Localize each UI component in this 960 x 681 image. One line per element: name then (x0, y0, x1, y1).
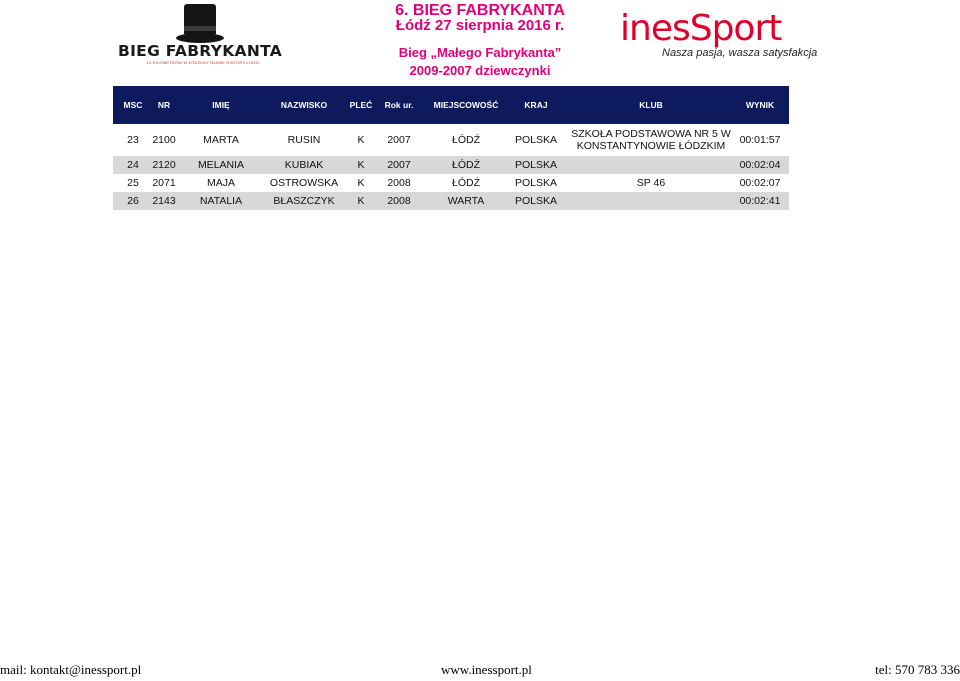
header-wynik: WYNIK (745, 100, 775, 110)
cell-nr: 2120 (152, 159, 176, 171)
cell-kraj: POLSKA (514, 177, 558, 189)
race-category: 2009-2007 dziewczynki (409, 63, 551, 78)
inessport-brand: inesSport (620, 8, 782, 49)
results-table (113, 86, 789, 210)
cell-miejscowosc: WARTA (447, 195, 485, 207)
cell-rok: 2007 (387, 134, 411, 146)
cell-wynik: 00:01:57 (739, 134, 781, 146)
cell-nazwisko: BŁASZCZYK (273, 195, 335, 207)
header-plec: PLEĆ (349, 100, 373, 110)
logo-title: BIEG FABRYKANTA (118, 42, 283, 60)
cell-nr: 2143 (152, 195, 176, 207)
cell-kraj: POLSKA (514, 134, 558, 146)
cell-nr: 2100 (152, 134, 176, 146)
cell-imie: MELANIA (197, 159, 245, 171)
cell-plec: K (357, 134, 365, 146)
cell-wynik: 00:02:07 (739, 177, 781, 189)
cell-miejscowosc: ŁÓDŹ (451, 134, 480, 146)
cell-rok: 2008 (387, 177, 411, 189)
cell-plec: K (357, 195, 365, 207)
cell-imie: NATALIA (199, 195, 243, 207)
table-row (113, 192, 789, 210)
bieg-fabrykanta-logo (118, 4, 283, 65)
header-nr: NR (157, 100, 171, 110)
footer-phone: tel: 570 783 336 (875, 662, 960, 677)
table-row (113, 124, 789, 156)
cell-imie: MAJA (206, 177, 235, 189)
cell-rok: 2008 (387, 195, 411, 207)
table-header (113, 86, 789, 124)
header-nazwisko: NAZWISKO (280, 100, 328, 110)
table-row (113, 156, 789, 174)
cell-rok: 2007 (387, 159, 411, 171)
cell-msc: 26 (127, 195, 139, 207)
logo-subtitle: 10 KILOMETRÓW W ŁÓDZKIM TŁUMIE HISTORII ŁODZI (146, 60, 260, 65)
cell-plec: K (357, 177, 365, 189)
cell-msc: 24 (127, 159, 139, 171)
footer-website: www.inessport.pl (441, 662, 532, 677)
page-footer (0, 662, 960, 681)
cell-msc: 25 (127, 177, 139, 189)
cell-wynik: 00:02:04 (739, 159, 781, 171)
cell-klub (565, 156, 737, 174)
cell-klub: SZKOŁA PODSTAWOWA NR 5 W KONSTANTYNOWIE ŁÓDZKIM (571, 128, 731, 152)
cell-miejscowosc: ŁÓDŹ (451, 159, 480, 171)
footer-email: mail: kontakt@inessport.pl (0, 662, 142, 677)
cell-nazwisko: RUSIN (287, 134, 321, 146)
cell-kraj: POLSKA (514, 195, 558, 207)
cell-nazwisko: KUBIAK (284, 159, 324, 171)
race-name: Bieg „Małego Fabrykanta” (398, 45, 562, 60)
header-imie: IMIĘ (212, 100, 230, 110)
cell-kraj: POLSKA (514, 159, 558, 171)
cell-klub (565, 192, 737, 210)
inessport-logo (620, 6, 818, 64)
top-hat-icon (176, 4, 224, 44)
cell-wynik: 00:02:41 (739, 195, 781, 207)
header-miejscowosc: MIEJSCOWOŚĆ (433, 100, 499, 110)
cell-msc: 23 (127, 134, 139, 146)
cell-plec: K (357, 159, 365, 171)
header-klub: KLUB (639, 100, 663, 110)
cell-imie: MARTA (203, 134, 239, 146)
inessport-tagline: Nasza pasja, wasza satysfakcja (662, 47, 818, 59)
header-msc: MSC (123, 100, 143, 110)
cell-miejscowosc: ŁÓDŹ (451, 177, 480, 189)
event-title: 6. BIEG FABRYKANTA (395, 2, 565, 19)
cell-nr: 2071 (152, 177, 176, 189)
cell-nazwisko: OSTROWSKA (269, 177, 339, 189)
table-row (113, 174, 789, 192)
cell-klub: SP 46 (636, 177, 666, 189)
header-rok: Rok ur. (384, 100, 414, 110)
event-date: Łódź 27 sierpnia 2016 r. (395, 17, 565, 34)
header-kraj: KRAJ (524, 100, 548, 110)
